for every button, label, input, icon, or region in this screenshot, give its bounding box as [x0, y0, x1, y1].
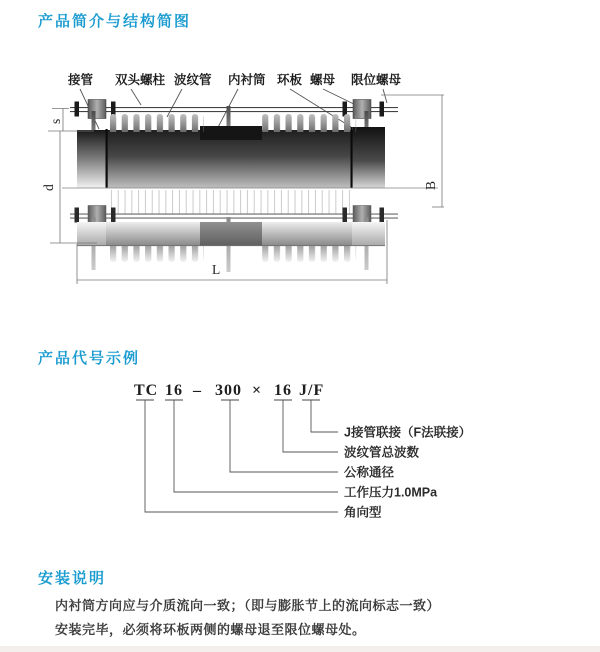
install-note-line-2: 安装完毕，必须将环板两侧的螺母退至限位螺母处。	[55, 622, 366, 637]
dimension-marks	[48, 95, 444, 284]
bellows-ribs-lower-right	[262, 246, 356, 264]
limit-nut-right	[380, 102, 385, 117]
ring-plate-right	[351, 127, 353, 188]
label-nut: 螺母	[310, 73, 336, 87]
dim-label-s: s	[48, 118, 63, 124]
legend-pressure: 工作压力1.0MPa	[344, 485, 438, 500]
legend-waves: 波纹管总波数	[344, 445, 420, 460]
dim-label-L: L	[212, 262, 221, 277]
structure-diagram	[0, 58, 600, 298]
bellows-ribs-lower-left	[110, 246, 204, 264]
section-title-code: 产品代号示例	[38, 350, 141, 367]
code-connectors	[145, 400, 338, 512]
ring-plate-left	[106, 129, 108, 188]
product-code-figure	[0, 370, 600, 545]
part-labels	[67, 72, 402, 87]
label-liner: 内衬筒	[228, 73, 266, 87]
section-title-install: 安装说明	[38, 570, 107, 587]
section-title-intro: 产品简介与结构简图	[38, 13, 192, 30]
limit-nut-left	[75, 102, 80, 117]
code-part-type: TC	[134, 382, 159, 399]
bottom-strip	[0, 646, 600, 652]
centerline	[62, 188, 438, 189]
liner-band	[200, 126, 262, 140]
label-bellows: 波纹管	[174, 73, 212, 87]
dim-label-B: B	[423, 180, 438, 190]
product-code	[134, 382, 324, 399]
bellows-ribs-left	[110, 114, 204, 132]
code-part-pressure: 16	[165, 382, 183, 399]
code-part-connect: J/F	[299, 382, 325, 399]
label-limit-nut: 限位螺母	[351, 73, 402, 87]
legend-connection: J接管联接（F法联接）	[344, 425, 472, 440]
legend-type: 角向型	[344, 505, 382, 520]
nut-block-left	[88, 100, 106, 119]
bellows-body-upper	[77, 114, 385, 188]
pipe-end-right	[353, 127, 385, 188]
dim-label-d: d	[41, 184, 56, 191]
label-ring-plate: 环板	[277, 73, 303, 87]
leader-stud	[131, 89, 141, 105]
hatch-lines	[108, 190, 354, 214]
code-part-diameter: 300	[215, 382, 242, 399]
code-part-waves: 16	[274, 382, 292, 399]
label-stud: 双头螺柱	[115, 73, 166, 87]
code-part-times: ×	[252, 382, 263, 399]
label-connecting-pipe: 接管	[68, 73, 94, 87]
leader-limit-nut	[383, 89, 387, 103]
bellows-ribs-right	[262, 114, 356, 132]
legend-diameter: 公称通径	[344, 465, 395, 480]
bellows-body-lower	[77, 222, 385, 264]
code-legend	[344, 425, 471, 520]
code-part-dash: –	[193, 382, 202, 399]
pipe-end-left	[77, 130, 106, 188]
leader-bellows	[167, 89, 182, 117]
install-note-line-1: 内衬筒方向应与介质流向一致；（即与膨胀节上的流向标志一致）	[55, 598, 441, 613]
